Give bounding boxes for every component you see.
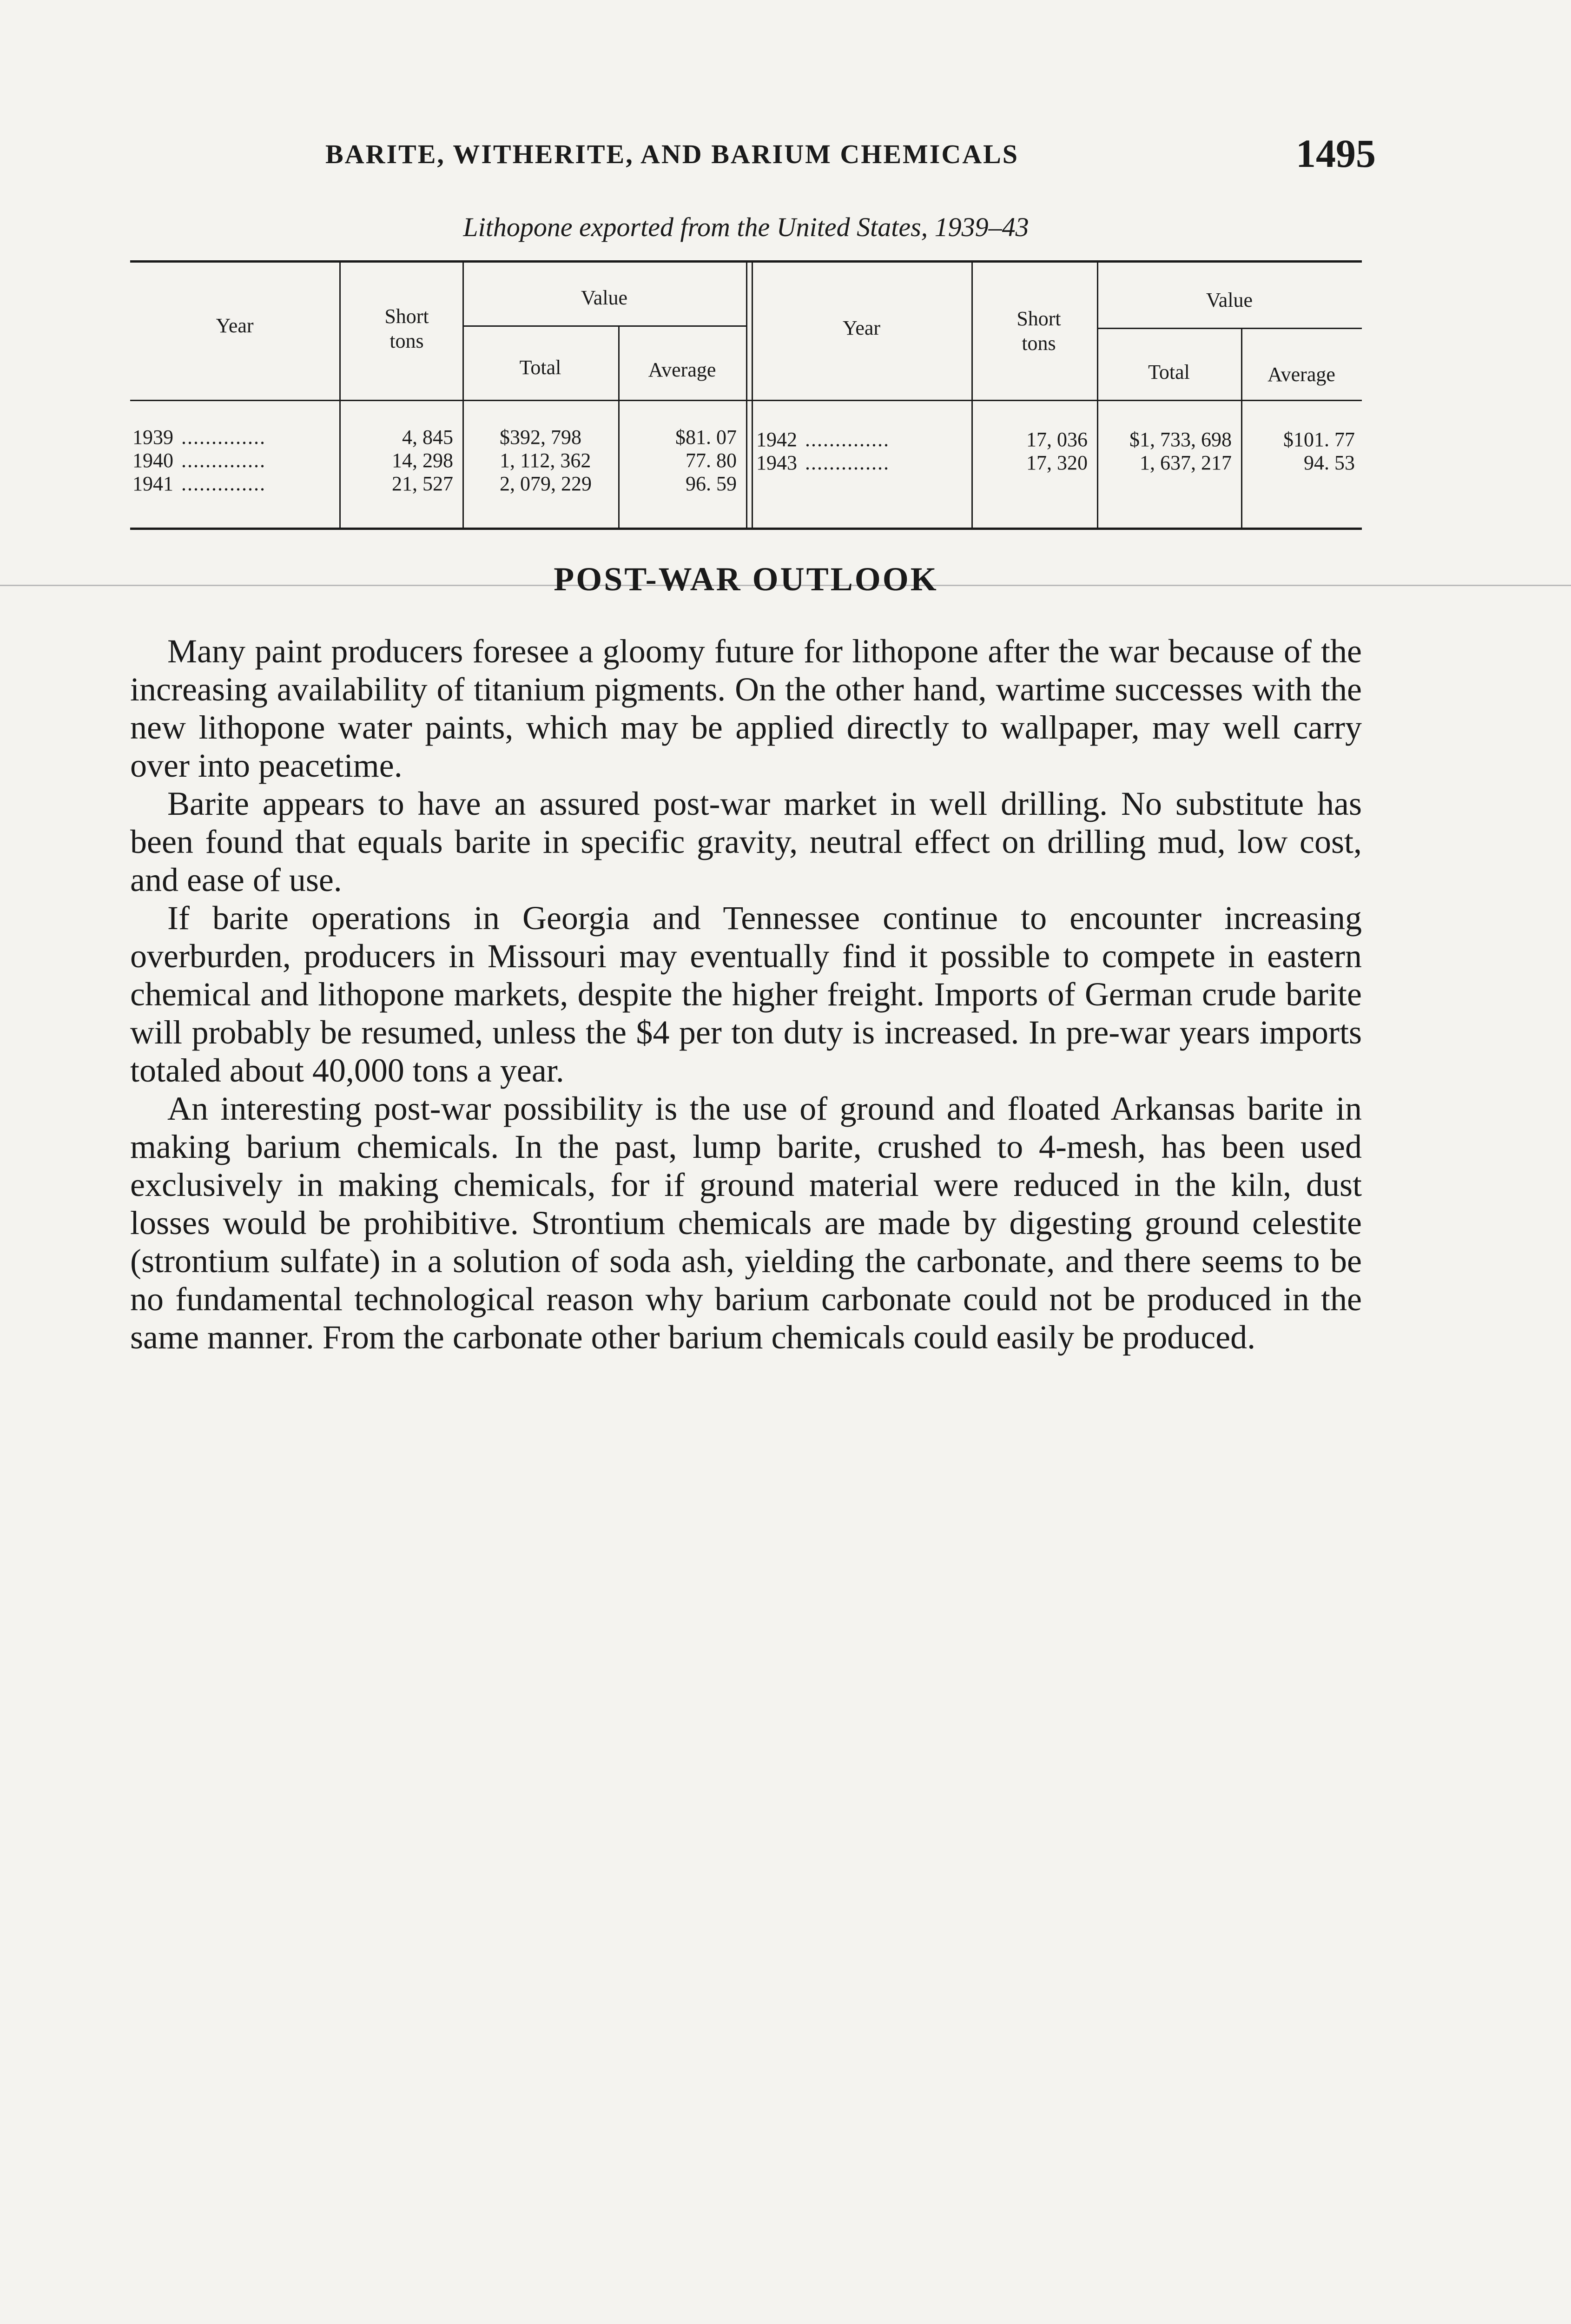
cell-average: 96. 59 [686, 472, 737, 495]
header-short-tons: Short tons [384, 305, 429, 352]
header-value: Value [581, 286, 628, 309]
cell-total: 1, 637, 217 [1140, 451, 1232, 474]
cell-average: $81. 07 [675, 426, 737, 449]
dot-leader: .............. [181, 426, 266, 449]
col-divider [971, 260, 973, 528]
cell-short-tons: 17, 036 [1026, 428, 1088, 451]
table-row [130, 425, 746, 449]
col-divider-double [746, 260, 747, 528]
col-divider-double [752, 260, 753, 528]
header-value: Value [1206, 289, 1253, 311]
value-header-rule [462, 325, 746, 327]
cell-year: 1942 [756, 428, 797, 451]
header-year: Year [216, 314, 254, 337]
running-title: BARITE, WITHERITE, AND BARIUM CHEMICALS [325, 139, 1019, 169]
paragraph: Many paint producers foresee a gloomy future for lithopone after the war because of the increasing availability of titanium pigments. On the other hand, wartime successes with the new lithopone water paints, which may be applied directly to wallpaper, may well carry over into peacetime. [130, 633, 1362, 784]
body-text [130, 632, 1362, 1356]
table-row [752, 451, 1362, 474]
header-average: Average [1267, 363, 1335, 386]
running-head [325, 130, 1376, 181]
value-header-rule [1097, 328, 1362, 329]
cell-average: $101. 77 [1283, 428, 1355, 451]
cell-total: $1, 733, 698 [1129, 428, 1232, 451]
cell-year: 1940 [132, 449, 173, 472]
cell-average: 94. 53 [1304, 451, 1355, 474]
paragraph: An interesting post-war possibility is the use of ground and floated Arkansas barite in making barium chemicals. In the past, lump barite, crushed to 4-mesh, has been used exclusively in making chemicals, for if ground material were reduced in the kiln, dust losses would be prohibitive. Strontium chemicals are made by digesting ground celestite (strontium sulfate) in a solution of soda ash, yielding the carbonate, and there seems to be no fundamental technological reason why barium carbonate could not be produced in the same manner. From the carbonate other barium chemicals could easily be produced. [130, 1090, 1362, 1356]
cell-short-tons: 17, 320 [1026, 451, 1088, 474]
cell-average: 77. 80 [686, 449, 737, 472]
cell-short-tons: 21, 527 [392, 472, 453, 495]
dot-leader: .............. [805, 428, 890, 451]
paragraph: If barite operations in Georgia and Tennessee continue to encounter increasing overburden, producers in Missouri may eventually find it possible to compete in eastern chemical and lithopone markets, despite the higher freight. Imports of German crude barite will probably be resumed, unless the $4 per ton duty is increased. In pre-war years imports totaled about 40,000 tons a year. [130, 899, 1362, 1089]
lithopone-export-table [130, 260, 1362, 530]
paragraph: Barite appears to have an assured post-war market in well drilling. No substitute has been found that equals barite in specific gravity, neutral effect on drilling mud, low cost, and ease of use. [130, 785, 1362, 898]
cell-short-tons: 14, 298 [392, 449, 453, 472]
header-total: Total [519, 356, 561, 379]
header-total: Total [1148, 361, 1190, 383]
cell-year: 1943 [756, 451, 797, 474]
cell-short-tons: 4, 845 [402, 426, 453, 449]
table-row [130, 449, 746, 472]
dot-leader: .............. [181, 472, 266, 495]
cell-year: 1941 [132, 472, 173, 495]
dot-leader: .............. [181, 449, 266, 472]
table-bottom-rule [130, 528, 1362, 530]
cell-year: 1939 [132, 426, 173, 449]
page-number: 1495 [1296, 131, 1376, 176]
cell-total: $392, 798 [500, 426, 581, 449]
header-year: Year [842, 317, 881, 339]
cell-total: 1, 112, 362 [500, 449, 591, 472]
header-short-tons: Short tons [1017, 307, 1061, 355]
table-caption: Lithopone exported from the United States, 1939–43 [463, 212, 1029, 242]
section-heading: POST-WAR OUTLOOK [554, 561, 938, 598]
dot-leader: .............. [805, 451, 890, 474]
cell-total: 2, 079, 229 [500, 472, 592, 495]
table-row [752, 428, 1362, 451]
header-average: Average [648, 358, 716, 381]
table-row [130, 472, 746, 495]
